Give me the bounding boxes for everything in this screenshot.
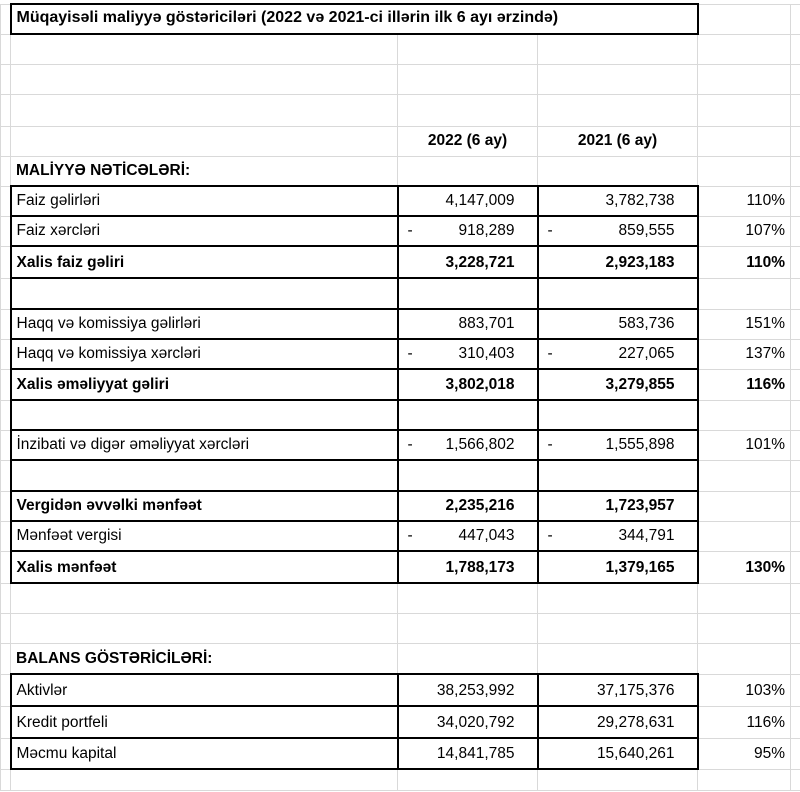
- cell-label[interactable]: [11, 126, 398, 156]
- margin-cell: [791, 186, 800, 216]
- cell-label[interactable]: Xalis faiz gəliri: [11, 246, 398, 278]
- cell-2022[interactable]: [398, 94, 538, 126]
- margin-cell: [791, 460, 800, 491]
- cell-percent[interactable]: [698, 216, 791, 246]
- cell-percent[interactable]: [698, 94, 791, 126]
- cell-2021[interactable]: [538, 64, 698, 94]
- table-row: [1, 738, 800, 769]
- percent-value: 103%: [745, 682, 785, 699]
- cell-percent[interactable]: [698, 643, 791, 674]
- cell-value: 1,566,802: [446, 436, 515, 453]
- cell-2021[interactable]: [538, 491, 698, 521]
- margin-cell: [1, 738, 11, 769]
- title-row: [1, 4, 800, 34]
- margin-cell: [1, 34, 11, 64]
- margin-cell: [791, 613, 800, 643]
- cell-2022[interactable]: [398, 769, 538, 790]
- cell-2021[interactable]: [538, 34, 698, 64]
- cell-value: 4,147,009: [446, 192, 515, 209]
- cell-2021[interactable]: [538, 643, 698, 674]
- cell-2021[interactable]: [538, 309, 698, 339]
- margin-cell: [1, 551, 11, 583]
- cell-value: 310,403: [458, 345, 514, 362]
- empty-row: [1, 769, 800, 790]
- cell-value: 29,278,631: [597, 714, 675, 731]
- cell-label[interactable]: Xalis əməliyyat gəliri: [11, 369, 398, 400]
- cell-2021[interactable]: [538, 551, 698, 583]
- margin-cell: [791, 583, 800, 613]
- cell-value: 3,228,721: [446, 254, 515, 271]
- margin-cell: [791, 400, 800, 430]
- cell-label[interactable]: [11, 460, 398, 491]
- cell-2021[interactable]: [538, 674, 698, 706]
- margin-cell: [791, 34, 800, 64]
- margin-cell: [791, 369, 800, 400]
- percent-value: 110%: [747, 192, 786, 209]
- cell-label[interactable]: Vergidən əvvəlki mənfəət: [11, 491, 398, 521]
- cell-2022[interactable]: [398, 583, 538, 613]
- margin-cell: [791, 126, 800, 156]
- cell-value: 2,235,216: [446, 497, 515, 514]
- table-row: [1, 706, 800, 738]
- cell-2021[interactable]: [538, 369, 698, 400]
- cell-label[interactable]: Məcmu kapital: [11, 738, 398, 769]
- cell-percent[interactable]: [698, 613, 791, 643]
- section-header[interactable]: BALANS GÖSTƏRİCİLƏRİ:: [11, 643, 398, 674]
- column-header-2021[interactable]: 2021 (6 ay): [538, 126, 698, 156]
- cell-2022[interactable]: [398, 216, 538, 246]
- cell-value: 3,279,855: [606, 376, 675, 393]
- cell-value: 227,065: [618, 345, 674, 362]
- cell-percent[interactable]: [698, 738, 791, 769]
- margin-cell: [1, 460, 11, 491]
- cell-label[interactable]: [11, 769, 398, 790]
- cell-2022[interactable]: [398, 706, 538, 738]
- margin-cell: [791, 706, 800, 738]
- margin-cell: [791, 216, 800, 246]
- cell-2022[interactable]: [398, 430, 538, 460]
- empty-row: [1, 278, 800, 309]
- cell-2022[interactable]: [398, 460, 538, 491]
- margin-cell: [791, 551, 800, 583]
- cell-2021[interactable]: [538, 94, 698, 126]
- table-row: [1, 551, 800, 583]
- cell-value: 15,640,261: [597, 745, 675, 762]
- cell-percent[interactable]: [698, 339, 791, 369]
- table-row: [1, 521, 800, 551]
- cell-2021[interactable]: [538, 216, 698, 246]
- margin-cell: [1, 369, 11, 400]
- table-row: [1, 186, 800, 216]
- margin-cell: [791, 64, 800, 94]
- page-title: Müqayisəli maliyyə göstəriciləri (2022 və 2021-ci illərin ilk 6 ayı ərzində): [11, 4, 698, 34]
- cell-percent[interactable]: [698, 64, 791, 94]
- cell-percent[interactable]: [698, 278, 791, 309]
- margin-cell: [791, 491, 800, 521]
- empty-row: [1, 583, 800, 613]
- margin-cell: [791, 246, 800, 278]
- cell-label[interactable]: Haqq və komissiya gəlirləri: [11, 309, 398, 339]
- margin-cell: [791, 94, 800, 126]
- table-row: [1, 369, 800, 400]
- cell-2022[interactable]: [398, 613, 538, 643]
- column-header-2022[interactable]: 2022 (6 ay): [398, 126, 538, 156]
- cell-label[interactable]: Faiz gəlirləri: [11, 186, 398, 216]
- cell-percent[interactable]: [698, 400, 791, 430]
- cell-value: 3,782,738: [606, 192, 675, 209]
- cell-2022[interactable]: [398, 339, 538, 369]
- margin-cell: [1, 521, 11, 551]
- cell-2022[interactable]: [398, 156, 538, 186]
- cell-label[interactable]: İnzibati və digər əməliyyat xərcləri: [11, 430, 398, 460]
- cell-percent[interactable]: [698, 521, 791, 551]
- cell-value: 1,555,898: [606, 436, 675, 453]
- negative-sign: -: [408, 222, 413, 239]
- cell-label[interactable]: Faiz xərcləri: [11, 216, 398, 246]
- cell-value: 1,723,957: [606, 497, 675, 514]
- cell-value: 344,791: [618, 527, 674, 544]
- header-row: [1, 126, 800, 156]
- margin-cell: [1, 769, 11, 790]
- cell-2021[interactable]: [538, 460, 698, 491]
- percent-value: 107%: [745, 222, 785, 239]
- negative-sign: -: [408, 436, 413, 453]
- cell-2022[interactable]: [398, 278, 538, 309]
- empty-row: [1, 64, 800, 94]
- margin-cell: [791, 643, 800, 674]
- cell-label[interactable]: [11, 400, 398, 430]
- cell-label[interactable]: [11, 583, 398, 613]
- spreadsheet: [0, 3, 800, 792]
- empty-row: [1, 400, 800, 430]
- margin-cell: [1, 400, 11, 430]
- cell-label[interactable]: [11, 64, 398, 94]
- cell-value: 583,736: [618, 315, 674, 332]
- margin-cell: [1, 216, 11, 246]
- cell-percent[interactable]: [698, 430, 791, 460]
- cell-2021[interactable]: [538, 278, 698, 309]
- margin-cell: [1, 156, 11, 186]
- negative-sign: -: [408, 345, 413, 362]
- cell-2021[interactable]: [538, 706, 698, 738]
- table-row: [1, 246, 800, 278]
- margin-cell: [791, 309, 800, 339]
- cell-2021[interactable]: [538, 339, 698, 369]
- cell-value: 3,802,018: [446, 376, 515, 393]
- cell-2021[interactable]: [538, 246, 698, 278]
- cell-percent[interactable]: [698, 674, 791, 706]
- table-row: [1, 674, 800, 706]
- percent-value: 101%: [745, 436, 785, 453]
- cell-label[interactable]: Haqq və komissiya xərcləri: [11, 339, 398, 369]
- margin-cell: [1, 643, 11, 674]
- cell-2022[interactable]: [398, 246, 538, 278]
- cell-2022[interactable]: [398, 186, 538, 216]
- cell-label[interactable]: [11, 278, 398, 309]
- cell-2022[interactable]: [398, 738, 538, 769]
- cell-percent[interactable]: [698, 34, 791, 64]
- cell-2021[interactable]: [538, 430, 698, 460]
- negative-sign: -: [548, 222, 553, 239]
- empty-row: [1, 613, 800, 643]
- cell-2021[interactable]: [538, 613, 698, 643]
- cell-2021[interactable]: [538, 156, 698, 186]
- cell-percent[interactable]: [698, 186, 791, 216]
- empty-row: [1, 94, 800, 126]
- cell-2022[interactable]: [398, 64, 538, 94]
- margin-cell: [1, 94, 11, 126]
- margin-cell: [1, 491, 11, 521]
- cell-value: 38,253,992: [437, 682, 515, 699]
- table-row: [1, 491, 800, 521]
- cell-percent[interactable]: [698, 583, 791, 613]
- cell-percent[interactable]: [698, 706, 791, 738]
- cell-value: 918,289: [458, 222, 514, 239]
- cell-value: 883,701: [458, 315, 514, 332]
- financial-comparison-table: [0, 3, 800, 791]
- cell-percent[interactable]: [698, 769, 791, 790]
- negative-sign: -: [548, 345, 553, 362]
- cell-2021[interactable]: [538, 583, 698, 613]
- table-row: [1, 430, 800, 460]
- cell-2021[interactable]: [538, 186, 698, 216]
- cell-label[interactable]: [11, 34, 398, 64]
- cell-value: 447,043: [458, 527, 514, 544]
- cell-2021[interactable]: [538, 738, 698, 769]
- empty-row: [1, 34, 800, 64]
- cell-2021[interactable]: [538, 769, 698, 790]
- percent-value: 137%: [745, 345, 785, 362]
- margin-cell: [791, 4, 800, 34]
- margin-cell: [1, 706, 11, 738]
- margin-cell: [1, 246, 11, 278]
- cell-label[interactable]: Kredit portfeli: [11, 706, 398, 738]
- margin-cell: [1, 186, 11, 216]
- percent-value: 116%: [746, 376, 785, 393]
- margin-cell: [791, 738, 800, 769]
- margin-cell: [791, 430, 800, 460]
- percent-value: 110%: [746, 254, 785, 271]
- cell-2021[interactable]: [538, 521, 698, 551]
- negative-sign: -: [548, 436, 553, 453]
- cell-label[interactable]: [11, 613, 398, 643]
- cell-2022[interactable]: [398, 643, 538, 674]
- cell-2022[interactable]: [398, 491, 538, 521]
- margin-cell: [1, 674, 11, 706]
- cell-value: 859,555: [618, 222, 674, 239]
- percent-value: 151%: [745, 315, 785, 332]
- cell-label[interactable]: Aktivlər: [11, 674, 398, 706]
- cell-value: 1,379,165: [606, 559, 675, 576]
- margin-cell: [791, 156, 800, 186]
- cell-percent[interactable]: [698, 460, 791, 491]
- margin-cell: [791, 521, 800, 551]
- cell-value: 34,020,792: [437, 714, 515, 731]
- margin-cell: [1, 278, 11, 309]
- cell-label[interactable]: Mənfəət vergisi: [11, 521, 398, 551]
- cell-2022[interactable]: [398, 674, 538, 706]
- margin-cell: [791, 339, 800, 369]
- cell-2022[interactable]: [398, 400, 538, 430]
- margin-cell: [1, 309, 11, 339]
- cell-2022[interactable]: [398, 369, 538, 400]
- margin-cell: [791, 278, 800, 309]
- margin-cell: [791, 674, 800, 706]
- cell-percent[interactable]: [698, 156, 791, 186]
- cell-percent[interactable]: [698, 369, 791, 400]
- cell-percent[interactable]: [698, 246, 791, 278]
- cell-value: 1,788,173: [446, 559, 515, 576]
- cell-label[interactable]: Xalis mənfəət: [11, 551, 398, 583]
- margin-cell: [1, 4, 11, 34]
- cell-percent[interactable]: [698, 551, 791, 583]
- cell-percent[interactable]: [698, 309, 791, 339]
- cell-2022[interactable]: [398, 309, 538, 339]
- table-row: [1, 309, 800, 339]
- negative-sign: -: [548, 527, 553, 544]
- cell-2022[interactable]: [398, 521, 538, 551]
- margin-cell: [1, 126, 11, 156]
- section-row: [1, 643, 800, 674]
- cell-2022[interactable]: [398, 551, 538, 583]
- cell-2021[interactable]: [538, 400, 698, 430]
- section-header[interactable]: MALİYYƏ NƏTİCƏLƏRİ:: [11, 156, 398, 186]
- cell-value: 14,841,785: [437, 745, 515, 762]
- section-row: [1, 156, 800, 186]
- cell-2022[interactable]: [398, 34, 538, 64]
- margin-cell: [1, 339, 11, 369]
- table-row: [1, 339, 800, 369]
- cell-value: 2,923,183: [606, 254, 675, 271]
- cell-value: 37,175,376: [597, 682, 675, 699]
- percent-value: 95%: [754, 745, 785, 762]
- cell-percent[interactable]: [698, 126, 791, 156]
- margin-cell: [1, 583, 11, 613]
- cell-label[interactable]: [11, 94, 398, 126]
- table-row: [1, 216, 800, 246]
- margin-cell: [791, 769, 800, 790]
- cell-percent[interactable]: [698, 4, 791, 34]
- cell-percent[interactable]: [698, 491, 791, 521]
- empty-row: [1, 460, 800, 491]
- margin-cell: [1, 613, 11, 643]
- negative-sign: -: [408, 527, 413, 544]
- margin-cell: [1, 430, 11, 460]
- percent-value: 116%: [747, 714, 786, 731]
- margin-cell: [1, 64, 11, 94]
- percent-value: 130%: [745, 559, 785, 576]
